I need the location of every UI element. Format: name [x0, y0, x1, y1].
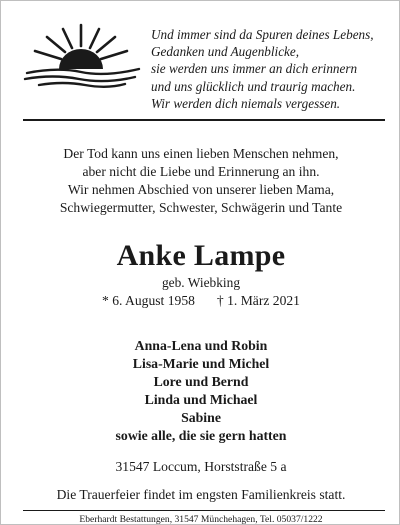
mourner-line: Sabine [181, 410, 221, 425]
mourner-line: Linda und Michael [144, 392, 258, 407]
sunset-over-water-icon [17, 21, 149, 93]
memorial-poem [151, 26, 396, 112]
intro-line: Wir nehmen Abschied von unserer lieben Mama, [67, 182, 335, 197]
intro-line: Schwiegermutter, Schwester, Schwägerin und Tante [59, 200, 343, 215]
deceased-name: Anke Lampe [116, 239, 286, 272]
poem-line: Wir werden dich niemals vergessen. [151, 95, 341, 111]
mourner-line: Lore und Bernd [153, 374, 249, 389]
family-address: 31547 Loccum, Horststraße 5 a [115, 459, 287, 474]
intro-line: aber nicht die Liebe und Erinnerung an ihn. [82, 164, 320, 179]
divider-top [23, 119, 385, 121]
funeral-note: Die Trauerfeier findet im engsten Familienkreis statt. [56, 487, 346, 502]
mourner-line: Lisa-Marie und Michel [132, 356, 270, 371]
birth-name: geb. Wiebking [161, 275, 241, 290]
undertaker-footer: Eberhardt Bestattungen, 31547 Münchehagen, Tel. 05037/1222 [79, 514, 323, 525]
death-date: † 1. März 2021 [216, 293, 300, 308]
intro-text [1, 145, 400, 217]
mourners-list [1, 337, 400, 445]
poem-line: Gedanken und Augenblicke, [151, 44, 300, 60]
divider-bottom [23, 510, 385, 511]
poem-line: Und immer sind da Spuren deines Lebens, [151, 27, 374, 42]
birth-date: * 6. August 1958 [102, 293, 195, 308]
life-dates [1, 292, 400, 309]
poem-line: sie werden uns immer an dich erinnern [151, 61, 358, 77]
mourner-line: Anna-Lena und Robin [134, 338, 268, 353]
mourner-line: sowie alle, die sie gern hatten [115, 428, 287, 443]
intro-line: Der Tod kann uns einen lieben Menschen nehmen, [63, 146, 339, 161]
poem-line: und uns glücklich und traurig machen. [151, 78, 356, 94]
